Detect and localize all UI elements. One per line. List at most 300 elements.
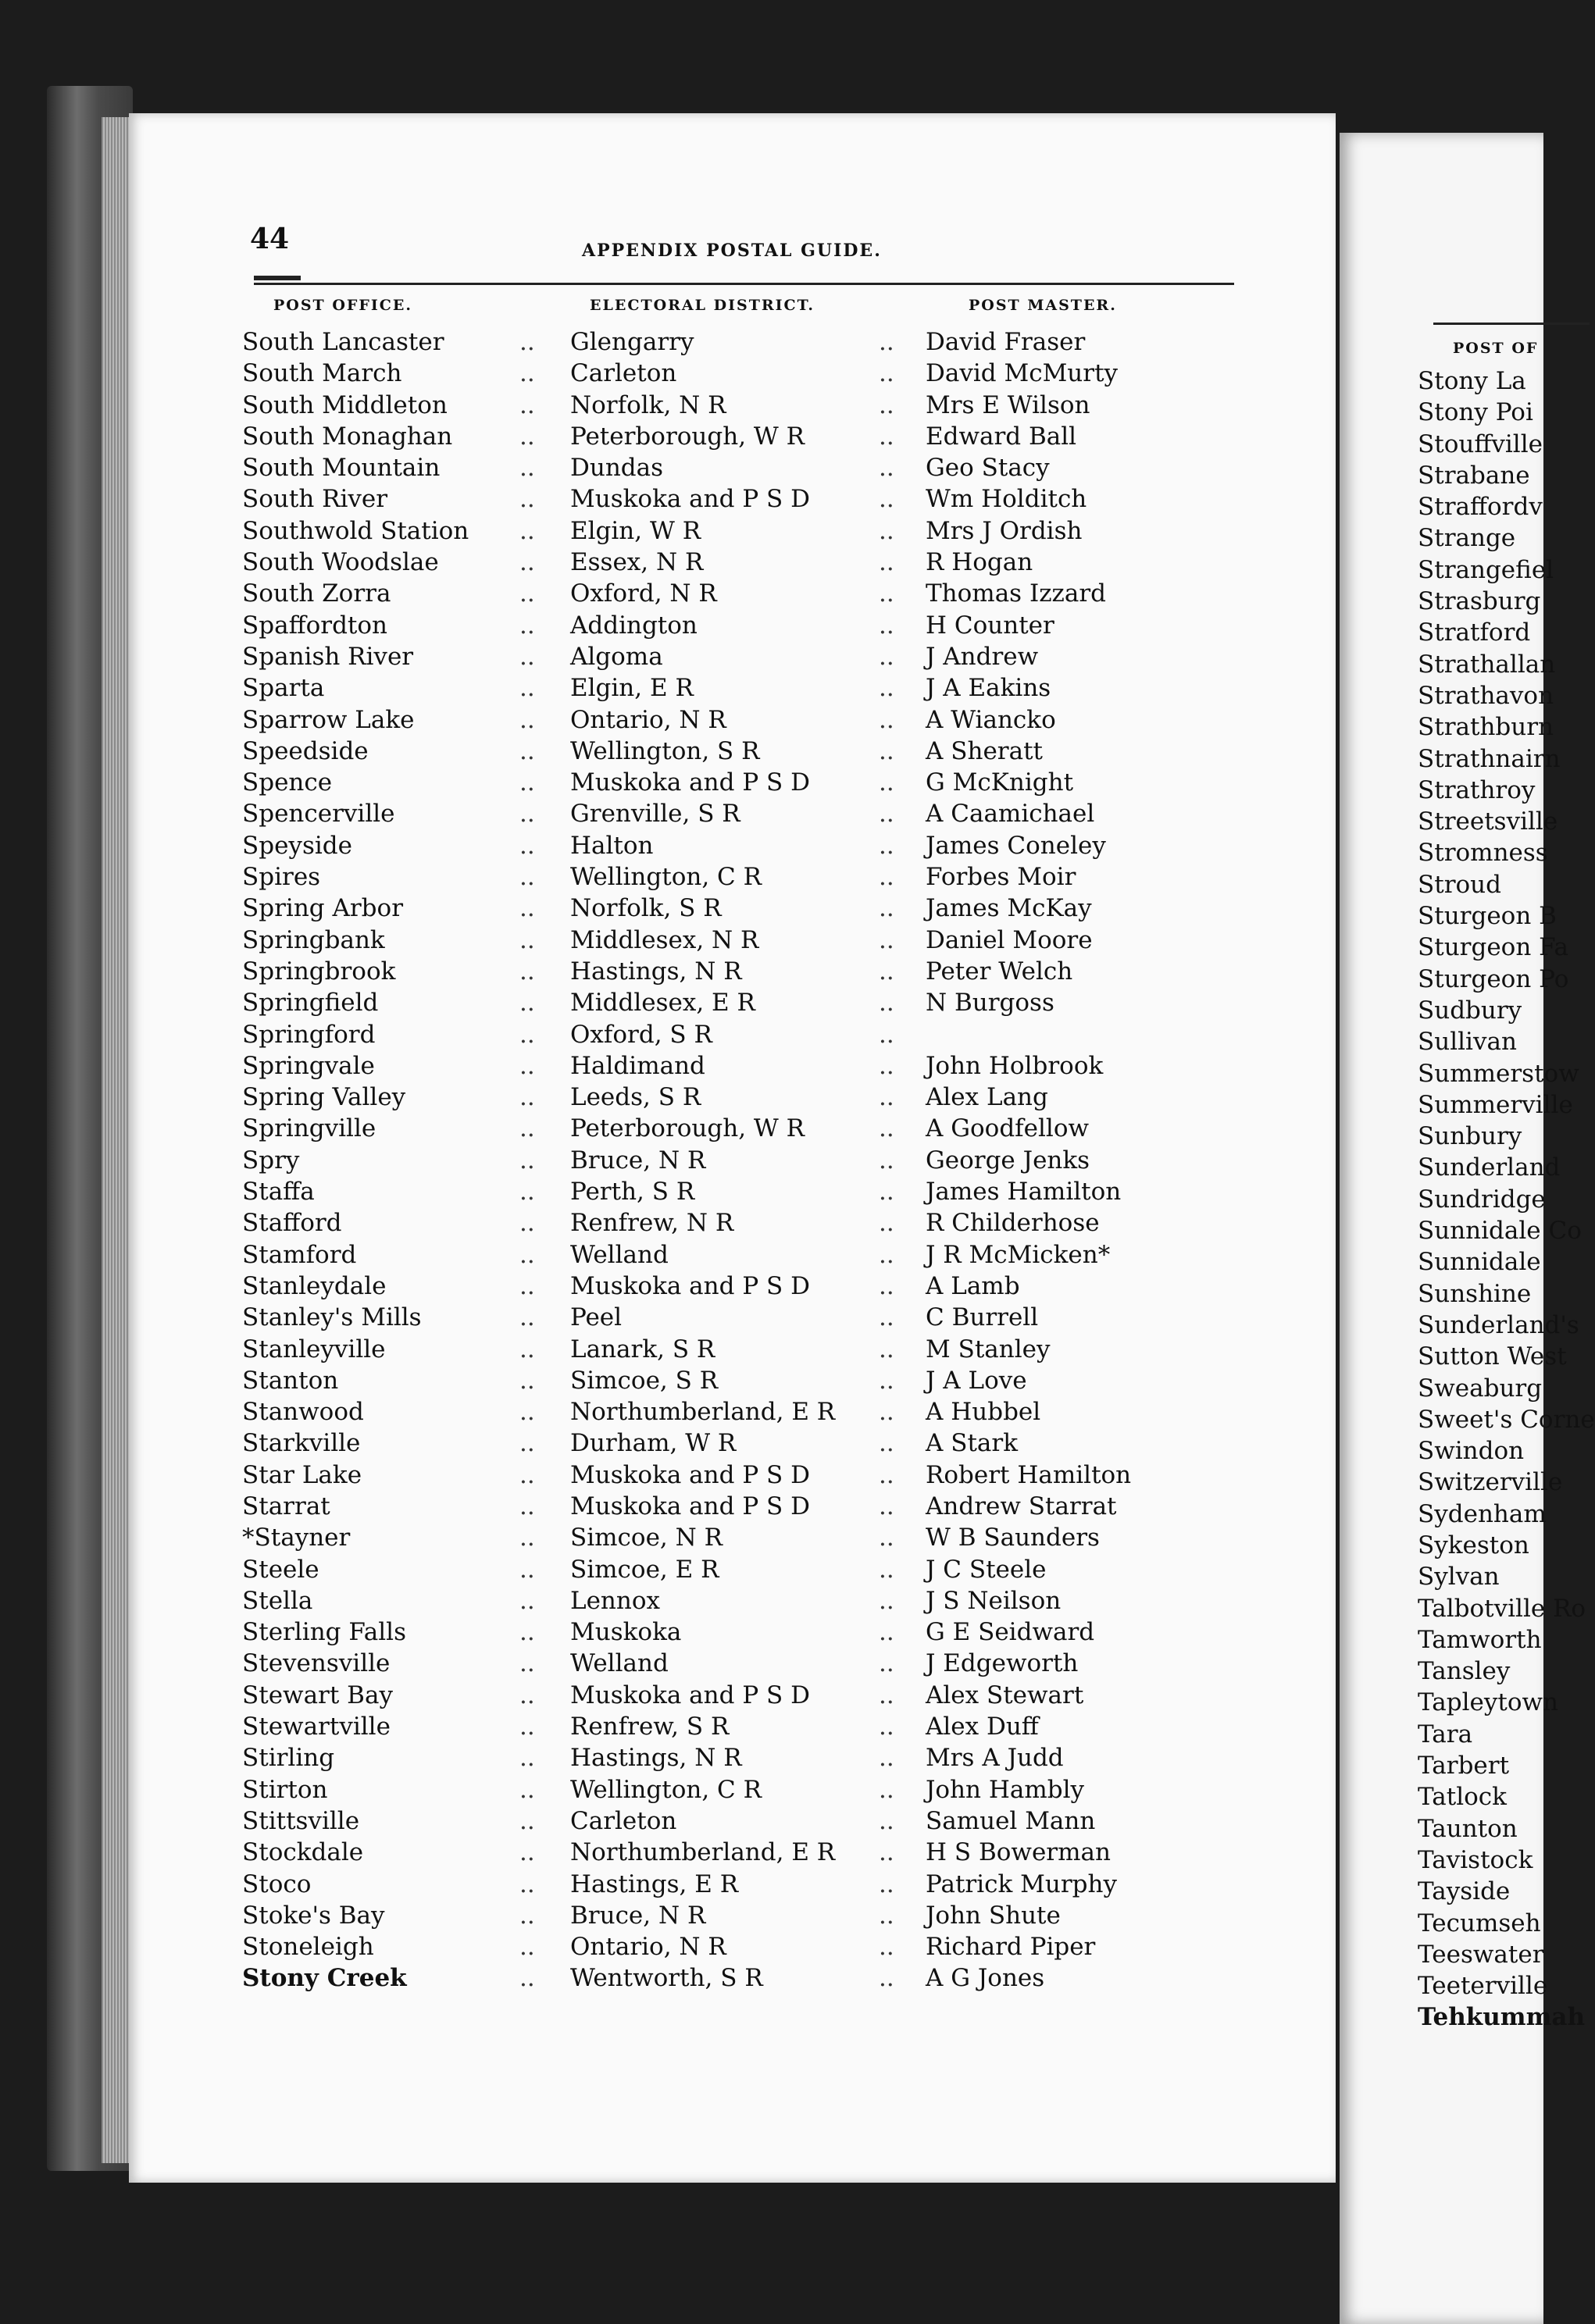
post-office-cell: Stanwood bbox=[242, 1398, 364, 1427]
post-office-cell: South Lancaster bbox=[242, 328, 444, 356]
table-row bbox=[227, 1838, 1250, 1870]
right-page-partial bbox=[1340, 133, 1595, 2324]
post-master-cell: John Shute bbox=[926, 1901, 1061, 1930]
leader-dots: .. bbox=[879, 1398, 894, 1427]
electoral-district-cell: Northumberland, E R bbox=[570, 1398, 836, 1427]
right-page-post-office: Talbotville Ro bbox=[1418, 1594, 1586, 1623]
post-master-cell: Alex Lang bbox=[926, 1083, 1048, 1112]
right-page-post-office: Strangefiel bbox=[1418, 555, 1554, 584]
leader-dots: .. bbox=[879, 1618, 894, 1647]
right-page-list bbox=[1418, 367, 1595, 2035]
post-master-cell: H S Bowerman bbox=[926, 1838, 1111, 1867]
leader-dots: .. bbox=[879, 1901, 894, 1930]
col-head-post-office: POST OFFICE. bbox=[273, 297, 412, 314]
leader-dots: .. bbox=[519, 1586, 535, 1615]
electoral-district-cell: Bruce, N R bbox=[570, 1146, 706, 1174]
leader-dots: .. bbox=[879, 831, 894, 860]
right-page-post-office: Tehkummah bbox=[1418, 2003, 1586, 2032]
post-master-cell: John Holbrook bbox=[926, 1051, 1104, 1080]
electoral-district-cell: Grenville, S R bbox=[570, 800, 740, 829]
electoral-district-cell: Wellington, C R bbox=[570, 863, 762, 892]
leader-dots: .. bbox=[519, 957, 535, 986]
leader-dots: .. bbox=[879, 1744, 894, 1773]
leader-dots: .. bbox=[519, 1303, 535, 1332]
leader-dots: .. bbox=[519, 1051, 535, 1080]
leader-dots: .. bbox=[519, 863, 535, 892]
electoral-district-cell: Addington bbox=[570, 611, 698, 640]
post-office-cell: Staffa bbox=[242, 1178, 315, 1207]
table-row bbox=[227, 1681, 1250, 1713]
table-row bbox=[227, 1524, 1250, 1555]
leader-dots: .. bbox=[519, 674, 535, 703]
electoral-district-cell: Muskoka and P S D bbox=[570, 1681, 810, 1709]
post-office-cell: Spence bbox=[242, 768, 333, 797]
post-master-cell: Peter Welch bbox=[926, 957, 1073, 986]
leader-dots: .. bbox=[879, 1178, 894, 1207]
table-row bbox=[227, 1933, 1250, 1964]
right-page-post-office: Stony La bbox=[1418, 367, 1526, 395]
table-row bbox=[227, 1272, 1250, 1303]
post-office-cell: Stamford bbox=[242, 1240, 357, 1269]
leader-dots: .. bbox=[519, 1429, 535, 1458]
right-page-post-office: Sturgeon Po bbox=[1418, 964, 1569, 993]
table-row bbox=[227, 957, 1250, 989]
post-master-cell: A Stark bbox=[926, 1429, 1019, 1458]
leader-dots: .. bbox=[879, 989, 894, 1018]
post-office-cell: South March bbox=[242, 359, 402, 388]
leader-dots: .. bbox=[519, 1649, 535, 1678]
table-row bbox=[227, 989, 1250, 1020]
right-page-post-office: Sunderland's bbox=[1418, 1310, 1579, 1339]
right-page-post-office: Taunton bbox=[1418, 1814, 1518, 1843]
electoral-district-cell: Hastings, N R bbox=[570, 957, 742, 986]
post-office-cell: Stanleydale bbox=[242, 1271, 387, 1300]
electoral-district-cell: Muskoka and P S D bbox=[570, 485, 810, 514]
electoral-district-cell: Muskoka and P S D bbox=[570, 768, 810, 797]
right-page-post-office: Sweet's Corne bbox=[1418, 1405, 1595, 1434]
post-master-cell: W B Saunders bbox=[926, 1524, 1100, 1552]
post-office-cell: South River bbox=[242, 485, 388, 514]
leader-dots: .. bbox=[879, 1870, 894, 1898]
leader-dots: .. bbox=[879, 1681, 894, 1709]
page-edges bbox=[102, 117, 133, 2163]
right-page-post-office: Switzerville bbox=[1418, 1468, 1563, 1497]
leader-dots: .. bbox=[519, 768, 535, 797]
right-page-post-office: Strabane bbox=[1418, 461, 1530, 490]
leader-dots: .. bbox=[879, 1429, 894, 1458]
leader-dots: .. bbox=[519, 894, 535, 923]
post-office-cell: Steele bbox=[242, 1555, 319, 1584]
post-office-cell: Stoco bbox=[242, 1870, 312, 1898]
post-master-cell: A Goodfellow bbox=[926, 1114, 1090, 1143]
post-office-cell: Starkville bbox=[242, 1429, 361, 1458]
table-row bbox=[227, 1744, 1250, 1775]
electoral-district-cell: Lanark, S R bbox=[570, 1335, 715, 1363]
table-row bbox=[227, 1964, 1250, 1995]
post-office-cell: Springville bbox=[242, 1114, 376, 1143]
post-office-cell: Stevensville bbox=[242, 1649, 391, 1678]
electoral-district-cell: Renfrew, S R bbox=[570, 1713, 730, 1741]
leader-dots: .. bbox=[519, 1271, 535, 1300]
post-office-cell: Springvale bbox=[242, 1051, 375, 1080]
leader-dots: .. bbox=[519, 1870, 535, 1898]
post-office-cell: Stony Creek bbox=[242, 1964, 407, 1993]
table-row bbox=[227, 800, 1250, 831]
leader-dots: .. bbox=[519, 1838, 535, 1867]
post-office-cell: Star Lake bbox=[242, 1460, 362, 1489]
right-page-post-office: Strange bbox=[1418, 524, 1516, 553]
post-master-cell: A Sheratt bbox=[926, 736, 1044, 765]
table-row bbox=[227, 737, 1250, 768]
leader-dots: .. bbox=[879, 548, 894, 577]
page-number: 44 bbox=[250, 223, 290, 255]
table-row bbox=[227, 768, 1250, 800]
table-row bbox=[227, 1461, 1250, 1492]
table-row bbox=[227, 1776, 1250, 1807]
post-office-cell: Stewart Bay bbox=[242, 1681, 393, 1709]
leader-dots: .. bbox=[519, 1964, 535, 1993]
post-master-cell: James Coneley bbox=[926, 831, 1106, 860]
post-office-cell: Springbank bbox=[242, 925, 385, 954]
electoral-district-cell: Lennox bbox=[570, 1586, 661, 1615]
right-page-post-office: Sunnidale Co bbox=[1418, 1217, 1582, 1246]
post-master-cell: Thomas Izzard bbox=[926, 579, 1107, 608]
right-page-post-office: Tarbert bbox=[1418, 1752, 1510, 1780]
right-page-post-office: Straffordv bbox=[1418, 493, 1543, 522]
post-master-cell: John Hambly bbox=[926, 1775, 1085, 1804]
leader-dots: .. bbox=[879, 1492, 894, 1520]
post-master-cell: H Counter bbox=[926, 611, 1054, 640]
leader-dots: .. bbox=[519, 1933, 535, 1962]
post-master-cell: N Burgoss bbox=[926, 989, 1054, 1018]
leader-dots: .. bbox=[879, 1933, 894, 1962]
table-row bbox=[227, 863, 1250, 894]
right-page-post-office: Strathburn bbox=[1418, 713, 1554, 742]
leader-dots: .. bbox=[879, 925, 894, 954]
right-page-post-office: Sykeston bbox=[1418, 1531, 1529, 1559]
leader-dots: .. bbox=[879, 1775, 894, 1804]
right-page-post-office: Swindon bbox=[1418, 1437, 1525, 1466]
leader-dots: .. bbox=[879, 1051, 894, 1080]
leader-dots: .. bbox=[519, 1240, 535, 1269]
table-row bbox=[227, 1902, 1250, 1933]
electoral-district-cell: Haldimand bbox=[570, 1051, 705, 1080]
leader-dots: .. bbox=[879, 1586, 894, 1615]
post-master-cell: J R McMicken* bbox=[926, 1240, 1111, 1269]
leader-dots: .. bbox=[519, 1901, 535, 1930]
table-row bbox=[227, 1492, 1250, 1524]
electoral-district-cell: Carleton bbox=[570, 1806, 677, 1835]
post-office-cell: Stanley's Mills bbox=[242, 1303, 422, 1332]
leader-dots: .. bbox=[519, 359, 535, 388]
header-rule-accent bbox=[254, 276, 301, 280]
right-page-post-office: Sundridge bbox=[1418, 1185, 1546, 1214]
post-office-cell: Springbrook bbox=[242, 957, 396, 986]
electoral-district-cell: Wellington, C R bbox=[570, 1775, 762, 1804]
post-office-cell: Stittsville bbox=[242, 1806, 360, 1835]
right-page-post-office: Sunshine bbox=[1418, 1279, 1532, 1308]
right-page-post-office: Stromness bbox=[1418, 839, 1548, 868]
leader-dots: .. bbox=[519, 1806, 535, 1835]
post-master-cell: A Caamichael bbox=[926, 800, 1095, 829]
electoral-district-cell: Welland bbox=[570, 1240, 669, 1269]
post-master-cell: J S Neilson bbox=[926, 1586, 1062, 1615]
table-row bbox=[227, 391, 1250, 422]
post-master-cell: George Jenks bbox=[926, 1146, 1090, 1174]
right-page-post-office: Sunbury bbox=[1418, 1122, 1522, 1151]
table-row bbox=[227, 485, 1250, 516]
post-office-cell: Stella bbox=[242, 1586, 313, 1615]
leader-dots: .. bbox=[519, 1618, 535, 1647]
leader-dots: .. bbox=[879, 1271, 894, 1300]
leader-dots: .. bbox=[879, 1555, 894, 1584]
right-page-post-office: Sutton West bbox=[1418, 1342, 1567, 1371]
post-master-cell: Mrs A Judd bbox=[926, 1744, 1064, 1773]
post-master-cell: Robert Hamilton bbox=[926, 1460, 1132, 1489]
leader-dots: .. bbox=[519, 1713, 535, 1741]
leader-dots: .. bbox=[519, 422, 535, 451]
post-office-cell: Springford bbox=[242, 1020, 376, 1049]
table-row bbox=[227, 1429, 1250, 1460]
table-row bbox=[227, 1114, 1250, 1146]
leader-dots: .. bbox=[519, 485, 535, 514]
leader-dots: .. bbox=[519, 579, 535, 608]
right-page-post-office: Stony Poi bbox=[1418, 398, 1533, 427]
leader-dots: .. bbox=[519, 1178, 535, 1207]
post-office-cell: Speedside bbox=[242, 736, 369, 765]
table-row bbox=[227, 706, 1250, 737]
electoral-district-cell: Ontario, N R bbox=[570, 705, 726, 734]
leader-dots: .. bbox=[519, 1335, 535, 1363]
post-office-cell: Spry bbox=[242, 1146, 300, 1174]
electoral-district-cell: Oxford, N R bbox=[570, 579, 717, 608]
post-master-cell: Geo Stacy bbox=[926, 454, 1050, 483]
leader-dots: .. bbox=[879, 611, 894, 640]
electoral-district-cell: Peterborough, W R bbox=[570, 1114, 805, 1143]
leader-dots: .. bbox=[879, 1713, 894, 1741]
leader-dots: .. bbox=[879, 1460, 894, 1489]
leader-dots: .. bbox=[519, 800, 535, 829]
post-office-cell: *Stayner bbox=[242, 1524, 351, 1552]
leader-dots: .. bbox=[519, 390, 535, 419]
leader-dots: .. bbox=[519, 705, 535, 734]
right-page-post-office: Tecumseh bbox=[1418, 1909, 1541, 1937]
table-row bbox=[227, 548, 1250, 579]
post-office-cell: Springfield bbox=[242, 989, 379, 1018]
table-row bbox=[227, 832, 1250, 863]
right-page-post-office: Teeswater bbox=[1418, 1940, 1544, 1969]
post-office-cell: Southwold Station bbox=[242, 516, 469, 545]
right-page-post-office: Tara bbox=[1418, 1720, 1473, 1748]
leader-dots: .. bbox=[519, 611, 535, 640]
table-row bbox=[227, 1303, 1250, 1335]
leader-dots: .. bbox=[879, 328, 894, 356]
leader-dots: .. bbox=[519, 1366, 535, 1395]
post-office-cell: Spring Arbor bbox=[242, 894, 404, 923]
electoral-district-cell: Norfolk, N R bbox=[570, 390, 726, 419]
leader-dots: .. bbox=[519, 454, 535, 483]
post-master-cell: David Fraser bbox=[926, 328, 1086, 356]
post-office-cell: Stanleyville bbox=[242, 1335, 386, 1363]
leader-dots: .. bbox=[879, 1806, 894, 1835]
col-head-electoral-district: ELECTORAL DISTRICT. bbox=[590, 297, 815, 314]
post-office-cell: Speyside bbox=[242, 831, 352, 860]
table-row bbox=[227, 1870, 1250, 1902]
electoral-district-cell: Dundas bbox=[570, 454, 664, 483]
electoral-district-cell: Ontario, N R bbox=[570, 1933, 726, 1962]
electoral-district-cell: Peel bbox=[570, 1303, 623, 1332]
post-office-cell: South Monaghan bbox=[242, 422, 453, 451]
leader-dots: .. bbox=[879, 1240, 894, 1269]
post-master-cell: J Edgeworth bbox=[926, 1649, 1079, 1678]
post-master-cell: Wm Holditch bbox=[926, 485, 1087, 514]
post-master-cell: J C Steele bbox=[926, 1555, 1047, 1584]
table-row bbox=[227, 894, 1250, 925]
table-row bbox=[227, 1021, 1250, 1052]
post-office-cell: Spaffordton bbox=[242, 611, 387, 640]
post-master-cell: Mrs J Ordish bbox=[926, 516, 1083, 545]
post-office-table bbox=[227, 328, 1250, 1996]
right-page-post-office: Sturgeon Fa bbox=[1418, 933, 1569, 962]
post-master-cell: C Burrell bbox=[926, 1303, 1039, 1332]
post-office-cell: Spires bbox=[242, 863, 321, 892]
right-page-post-office: Sydenham bbox=[1418, 1499, 1547, 1528]
leader-dots: .. bbox=[879, 1146, 894, 1174]
post-master-cell: Samuel Mann bbox=[926, 1806, 1096, 1835]
post-office-cell: Spanish River bbox=[242, 642, 414, 671]
leader-dots: .. bbox=[519, 1020, 535, 1049]
leader-dots: .. bbox=[519, 1146, 535, 1174]
post-master-cell: J Andrew bbox=[926, 642, 1039, 671]
electoral-district-cell: Wentworth, S R bbox=[570, 1964, 763, 1993]
leader-dots: .. bbox=[519, 1209, 535, 1238]
electoral-district-cell: Hastings, N R bbox=[570, 1744, 742, 1773]
leader-dots: .. bbox=[879, 1366, 894, 1395]
electoral-district-cell: Glengarry bbox=[570, 328, 694, 356]
post-office-cell: Stoneleigh bbox=[242, 1933, 374, 1962]
leader-dots: .. bbox=[879, 1524, 894, 1552]
right-page-post-office: Tatlock bbox=[1418, 1783, 1507, 1812]
leader-dots: .. bbox=[879, 1083, 894, 1112]
post-master-cell: Richard Piper bbox=[926, 1933, 1096, 1962]
right-page-post-office: Teeterville bbox=[1418, 1972, 1548, 2001]
electoral-district-cell: Muskoka and P S D bbox=[570, 1460, 810, 1489]
electoral-district-cell: Oxford, S R bbox=[570, 1020, 712, 1049]
table-row bbox=[227, 1367, 1250, 1398]
electoral-district-cell: Muskoka and P S D bbox=[570, 1492, 810, 1520]
leader-dots: .. bbox=[519, 1492, 535, 1520]
post-office-cell: Spring Valley bbox=[242, 1083, 406, 1112]
electoral-district-cell: Peterborough, W R bbox=[570, 422, 805, 451]
leader-dots: .. bbox=[879, 800, 894, 829]
table-row bbox=[227, 1335, 1250, 1367]
electoral-district-cell: Elgin, W R bbox=[570, 516, 701, 545]
right-page-post-office: Sunderland bbox=[1418, 1153, 1561, 1182]
table-row bbox=[227, 1649, 1250, 1681]
leader-dots: .. bbox=[519, 1744, 535, 1773]
right-page-post-office: Tansley bbox=[1418, 1657, 1511, 1686]
leader-dots: .. bbox=[519, 548, 535, 577]
leader-dots: .. bbox=[879, 1649, 894, 1678]
leader-dots: .. bbox=[519, 989, 535, 1018]
electoral-district-cell: Hastings, E R bbox=[570, 1870, 739, 1898]
right-page-post-office: Sylvan bbox=[1418, 1563, 1500, 1592]
electoral-district-cell: Carleton bbox=[570, 359, 677, 388]
right-page-post-office: Summerstow bbox=[1418, 1059, 1579, 1088]
table-row bbox=[227, 359, 1250, 390]
electoral-district-cell: Norfolk, S R bbox=[570, 894, 722, 923]
right-page-post-office: Stroud bbox=[1418, 870, 1501, 899]
table-row bbox=[227, 1209, 1250, 1240]
post-master-cell: R Childerhose bbox=[926, 1209, 1100, 1238]
leader-dots: .. bbox=[879, 894, 894, 923]
right-page-post-office: Strasburg bbox=[1418, 587, 1541, 616]
post-master-cell: M Stanley bbox=[926, 1335, 1051, 1363]
post-master-cell: David McMurty bbox=[926, 359, 1119, 388]
post-office-cell: South Mountain bbox=[242, 454, 441, 483]
right-page-post-office: Strathnairn bbox=[1418, 744, 1561, 773]
electoral-district-cell: Northumberland, E R bbox=[570, 1838, 836, 1867]
post-office-cell: Stoke's Bay bbox=[242, 1901, 385, 1930]
right-page-post-office: Strathallan bbox=[1418, 650, 1556, 679]
leader-dots: .. bbox=[879, 1114, 894, 1143]
electoral-district-cell: Welland bbox=[570, 1649, 669, 1678]
post-master-cell: J A Love bbox=[926, 1366, 1027, 1395]
leader-dots: .. bbox=[879, 863, 894, 892]
table-row bbox=[227, 328, 1250, 359]
post-office-cell: Stewartville bbox=[242, 1713, 391, 1741]
right-page-post-office: Sturgeon B bbox=[1418, 902, 1557, 931]
header-rule bbox=[254, 283, 1234, 285]
post-master-cell: R Hogan bbox=[926, 548, 1033, 577]
leader-dots: .. bbox=[879, 957, 894, 986]
electoral-district-cell: Bruce, N R bbox=[570, 1901, 706, 1930]
col-head-post-master: POST MASTER. bbox=[969, 297, 1117, 314]
electoral-district-cell: Muskoka bbox=[570, 1618, 682, 1647]
post-master-cell: A Wiancko bbox=[926, 705, 1056, 734]
right-page-post-office: Tavistock bbox=[1418, 1845, 1533, 1874]
table-row bbox=[227, 611, 1250, 643]
leader-dots: .. bbox=[879, 516, 894, 545]
right-page-post-office: Stouffville bbox=[1418, 430, 1543, 458]
leader-dots: .. bbox=[519, 1398, 535, 1427]
right-page-post-office: Summerville bbox=[1418, 1090, 1573, 1119]
leader-dots: .. bbox=[519, 925, 535, 954]
post-office-cell: Sparta bbox=[242, 674, 325, 703]
electoral-district-cell: Algoma bbox=[570, 642, 663, 671]
table-row bbox=[227, 454, 1250, 485]
leader-dots: .. bbox=[879, 674, 894, 703]
leader-dots: .. bbox=[879, 454, 894, 483]
right-page-post-office: Strathavon bbox=[1418, 681, 1554, 710]
right-page-post-office: Tayside bbox=[1418, 1877, 1511, 1906]
right-col-head-post-office: POST OF bbox=[1453, 340, 1539, 357]
leader-dots: .. bbox=[519, 831, 535, 860]
post-master-cell: Alex Duff bbox=[926, 1713, 1039, 1741]
leader-dots: .. bbox=[519, 1083, 535, 1112]
table-row bbox=[227, 1618, 1250, 1649]
running-head: APPENDIX POSTAL GUIDE. bbox=[582, 241, 882, 261]
post-master-cell: Forbes Moir bbox=[926, 863, 1076, 892]
post-office-cell: Stafford bbox=[242, 1209, 342, 1238]
electoral-district-cell: Muskoka and P S D bbox=[570, 1271, 810, 1300]
post-master-cell: Edward Ball bbox=[926, 422, 1077, 451]
leader-dots: .. bbox=[879, 705, 894, 734]
right-page-post-office: Sunnidale bbox=[1418, 1248, 1541, 1277]
post-office-cell: South Middleton bbox=[242, 390, 448, 419]
table-row bbox=[227, 1556, 1250, 1587]
table-row bbox=[227, 1146, 1250, 1178]
